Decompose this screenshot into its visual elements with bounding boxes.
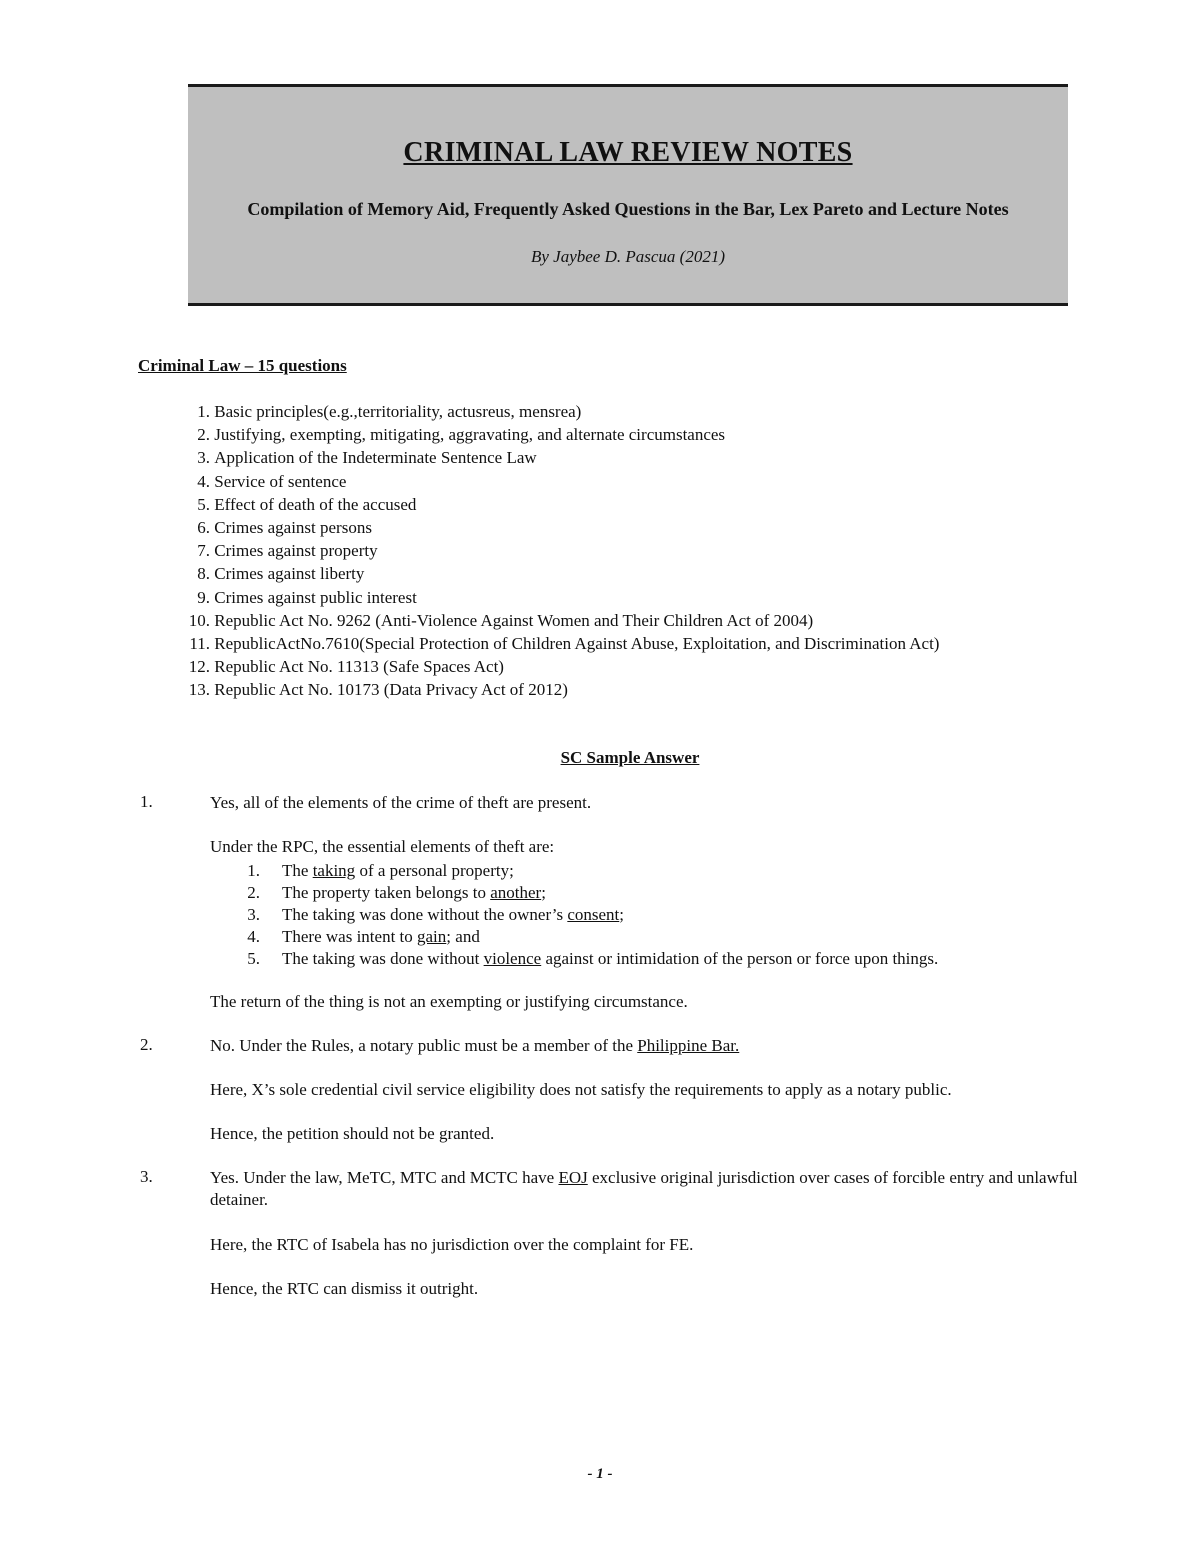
list-item: 4. There was intent to gain; and (247, 927, 480, 946)
list-item: 2. Justifying, exempting, mitigating, aggravating, and alternate circumstances (197, 425, 726, 445)
answer-1-closing: The return of the thing is not an exempting or justifying circumstance. (210, 992, 688, 1011)
list-item: 5. Effect of death of the accused (197, 494, 417, 514)
topics-list (170, 400, 939, 702)
theft-elements-list (240, 860, 938, 970)
answer-2-lead: No. Under the Rules, a notary public must be a member of the Philippine Bar. (210, 1036, 740, 1055)
list-item: 13. Republic Act No. 10173 (Data Privacy Act of 2012) (188, 680, 568, 700)
list-item: 9. Crimes against public interest (197, 587, 417, 607)
underlined-key-term: violence (483, 949, 542, 968)
sample-answer-heading: SC Sample Answer (560, 748, 700, 767)
section-heading: Criminal Law – 15 questions (138, 356, 347, 375)
answer-3-conclusion: Hence, the RTC can dismiss it outright. (210, 1279, 479, 1298)
underlined-key-term: taking (312, 861, 356, 880)
list-item: 1. Basic principles(e.g.,territoriality, actusreus, mensrea) (197, 402, 582, 421)
list-item: 3. Application of the Indeterminate Sentence Law (197, 448, 537, 468)
list-item: 5. The taking was done without violence against or intimidation of the person or force upon things. (247, 949, 939, 968)
list-item: 7. Crimes against property (197, 541, 378, 561)
underlined-key-term: EOJ (558, 1168, 588, 1187)
answer-2-conclusion: Hence, the petition should not be granted. (210, 1124, 495, 1143)
answer-3-para: Here, the RTC of Isabela has no jurisdiction over the complaint for FE. (210, 1235, 694, 1254)
list-item: 2. The property taken belongs to another; (247, 883, 546, 902)
list-item: 8. Crimes against liberty (197, 564, 365, 584)
list-item: 6. Crimes against persons (197, 518, 372, 538)
document-subtitle: Compilation of Memory Aid, Frequently Asked Questions in the Bar, Lex Pareto and Lecture Notes (247, 199, 1009, 219)
list-item: 12. Republic Act No. 11313 (Safe Spaces Act) (188, 657, 504, 677)
list-item: 4. Service of sentence (197, 471, 347, 491)
list-item: 11. RepublicActNo.7610(Special Protection of Children Against Abuse, Exploitation, and Discrimination Act) (189, 634, 940, 654)
answer-2-para: Here, X’s sole credential civil service eligibility does not satisfy the requirements to apply as a notary public. (210, 1080, 952, 1099)
answer-3-lead: Yes. Under the law, MeTC, MTC and MCTC have EOJ exclusive original jurisdiction over cases of forcible entry and unlawful detainer. (210, 1168, 1078, 1209)
list-item: 1. The taking of a personal property; (247, 861, 514, 880)
document-title: CRIMINAL LAW REVIEW NOTES (403, 137, 853, 168)
page-number: - 1 - (587, 1466, 613, 1482)
answer-number: 3. (140, 1167, 153, 1186)
title-box (188, 84, 1068, 306)
underlined-key-term: consent (567, 905, 620, 924)
document-byline: By Jaybee D. Pascua (2021) (530, 247, 725, 266)
underlined-key-term: gain (417, 927, 447, 946)
answer-1-elements-intro: Under the RPC, the essential elements of theft are: (210, 837, 555, 856)
list-item: 10. Republic Act No. 9262 (Anti-Violence Against Women and Their Children Act of 2004) (188, 610, 814, 630)
underlined-key-term: Philippine Bar. (637, 1036, 740, 1055)
underlined-key-term: another (490, 883, 542, 902)
list-item: 3. The taking was done without the owner’s consent; (247, 905, 624, 924)
answer-number: 2. (140, 1035, 153, 1054)
answer-number: 1. (140, 792, 153, 811)
answer-1-lead: Yes, all of the elements of the crime of theft are present. (210, 793, 592, 812)
